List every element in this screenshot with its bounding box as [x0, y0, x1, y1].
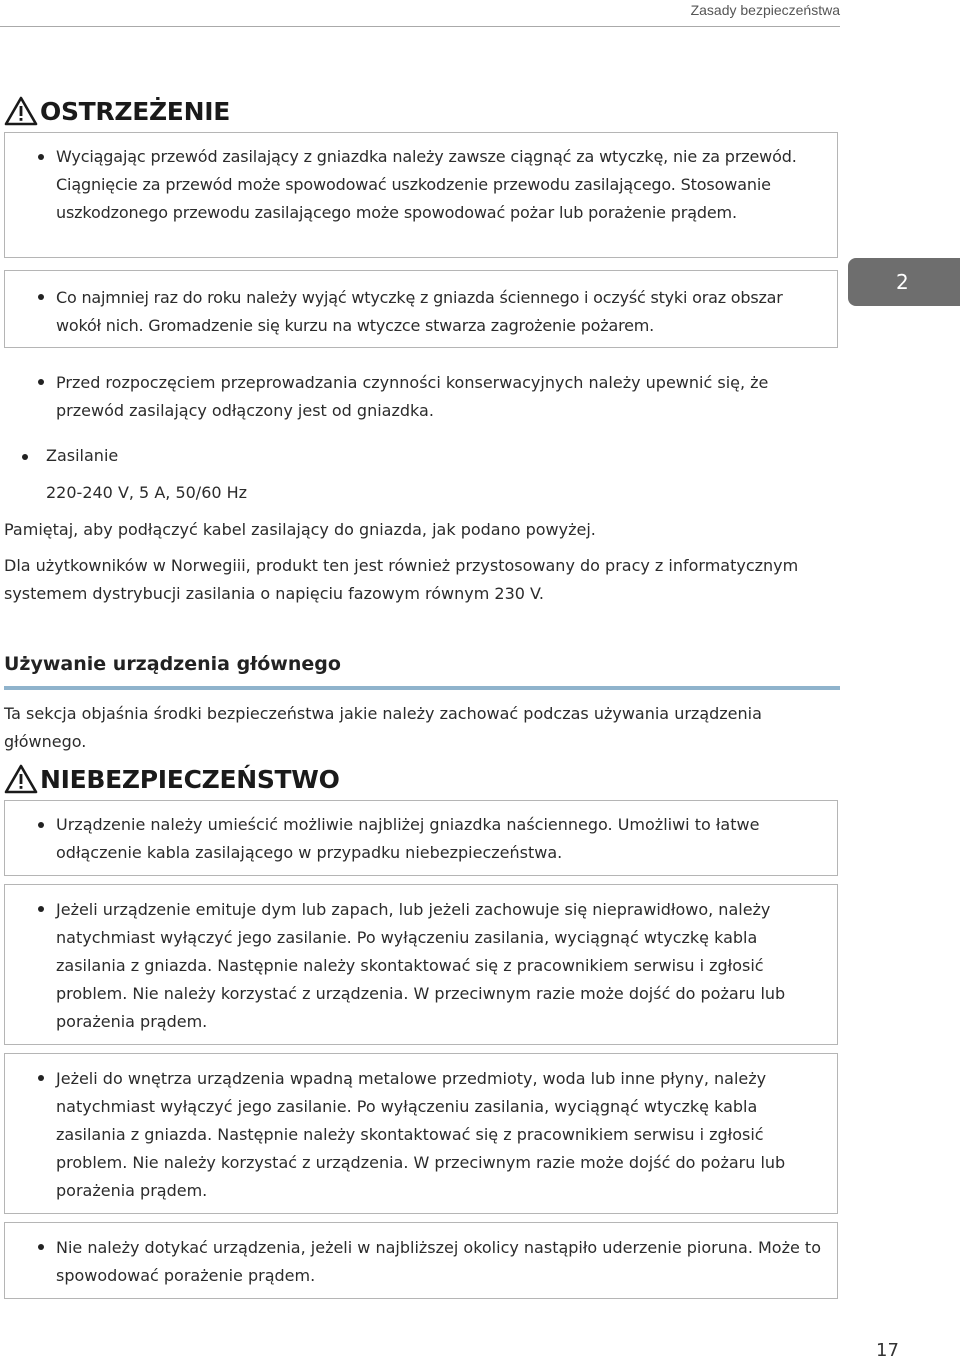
- danger-item: Jeżeli do wnętrza urządzenia wpadną metalowe przedmioty, woda lub inne płyny, należy natychmiast wyłączyć jego zasilanie. Po wyłączeniu zasilania, wyciągnąć wtyczkę kabla zasilania z gniazda. Następnie należy skontaktować się z pracownikiem serwisu i zgłosić problem. Nie należy korzystać z urządzenia. W przeciwnym razie może dojść do pożaru lub porażenia prądem.: [56, 1069, 786, 1200]
- chapter-tab: 2: [848, 258, 960, 306]
- danger-item: Jeżeli urządzenie emituje dym lub zapach, lub jeżeli zachowuje się nieprawidłowo, należy natychmiast wyłączyć jego zasilanie. Po wyłączeniu zasilania, wyciągnąć wtyczkę kabla zasilania z gniazda. Następnie należy skontaktować się z pracownikiem serwisu i zgłosić problem. Nie należy korzystać z urządzenia. W przeciwnym razie może dojść do pożaru lub porażenia prądem.: [56, 900, 786, 1031]
- warning-title: OSTRZEŻENIE: [40, 96, 230, 126]
- warning-item: Wyciągając przewód zasilający z gniazdka należy zawsze ciągnąć za wtyczkę, nie za przewód. Ciągnięcie za przewód może spowodować uszkodzenie przewodu zasilającego. Stosowanie uszkodzonego przewodu zasilającego może spowodować pożar lub porażenie prądem.: [56, 147, 797, 222]
- header-rule: [0, 26, 840, 27]
- bullet-icon: [38, 822, 44, 828]
- danger-heading: [4, 764, 340, 794]
- section-title: Używanie urządzenia głównego: [4, 653, 341, 675]
- maintenance-item: Przed rozpoczęciem przeprowadzania czynności konserwacyjnych należy upewnić się, że przewód zasilający odłączony jest od gniazdka.: [56, 373, 769, 420]
- running-header: Zasady bezpieczeństwa: [690, 2, 840, 18]
- warning-heading: [4, 96, 230, 126]
- bullet-icon: [38, 294, 44, 300]
- page-number: 17: [876, 1340, 899, 1361]
- bullet-icon: [38, 1244, 44, 1250]
- paragraph: Dla użytkowników w Norwegiii, produkt ten jest również przystosowany do pracy z informatycznym systemem dystrybucji zasilania o napięciu fazowym równym 230 V.: [4, 556, 799, 603]
- power-value: 220-240 V, 5 A, 50/60 Hz: [46, 483, 248, 502]
- section-rule: [4, 686, 840, 690]
- section-intro: Ta sekcja objaśnia środki bezpieczeństwa jakie należy zachować podczas używania urządzenia głównego.: [4, 704, 762, 751]
- bullet-icon: [38, 906, 44, 912]
- bullet-icon: [38, 1075, 44, 1081]
- danger-triangle-icon: [4, 764, 38, 794]
- bullet-icon: [38, 379, 44, 385]
- bullet-icon: [22, 454, 28, 460]
- warning-triangle-icon: [4, 96, 38, 126]
- danger-title: NIEBEZPIECZEŃSTWO: [40, 764, 340, 794]
- bullet-icon: [38, 154, 44, 160]
- warning-item: Co najmniej raz do roku należy wyjąć wtyczkę z gniazda ściennego i oczyść styki oraz obszar wokół nich. Gromadzenie się kurzu na wtyczce stwarza zagrożenie pożarem.: [56, 288, 783, 335]
- paragraph: Pamiętaj, aby podłączyć kabel zasilający do gniazda, jak podano powyżej.: [4, 520, 596, 539]
- power-label: Zasilanie: [46, 446, 119, 465]
- danger-item: Nie należy dotykać urządzenia, jeżeli w najbliższej okolicy nastąpiło uderzenie pioruna. Może to spowodować porażenie prądem.: [56, 1238, 821, 1285]
- danger-item: Urządzenie należy umieścić możliwie najbliżej gniazdka naściennego. Umożliwi to łatwe odłączenie kabla zasilającego w przypadku niebezpieczeństwa.: [56, 815, 760, 862]
